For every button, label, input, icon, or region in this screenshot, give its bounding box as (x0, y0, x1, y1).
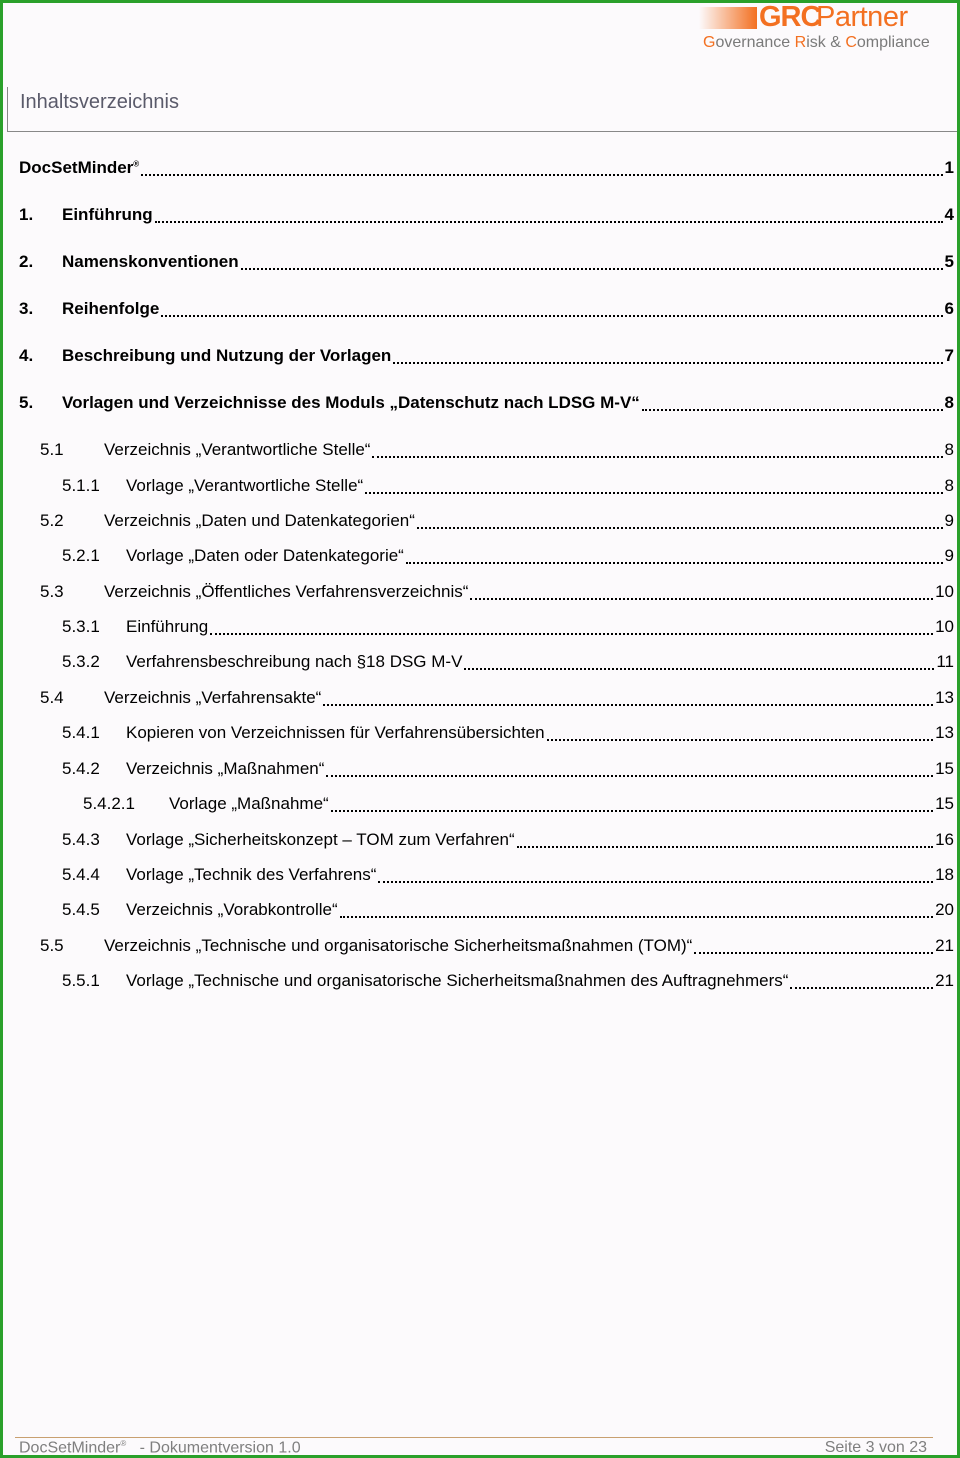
toc-entry-number: 1. (19, 205, 34, 224)
toc-entry-page: 13 (935, 688, 954, 707)
toc-heading: Inhaltsverzeichnis (20, 91, 179, 113)
toc-entry-title: Namenskonventionen (62, 252, 239, 271)
toc-entry-number: 4. (19, 346, 34, 365)
logo-brand-bold: GRC (759, 1, 821, 33)
toc-entry-number: 5.5 (40, 936, 64, 955)
toc-entry-title: Verzeichnis „Technische und organisatorische Sicherheitsmaßnahmen (TOM)“ (104, 936, 693, 955)
toc-entry-number: 5.4.2.1 (83, 794, 135, 813)
toc-dot-leader (141, 174, 942, 176)
toc-entry-title: Vorlage „Technik des Verfahrens“ (126, 865, 377, 884)
toc-entry-page: 21 (935, 971, 954, 990)
toc-entry[interactable] (19, 205, 954, 229)
toc-entry-page: 18 (935, 865, 954, 884)
toc-entry-title: Reihenfolge (62, 299, 160, 318)
toc-entry[interactable] (62, 900, 954, 924)
toc-entry-number: 5.4.5 (62, 900, 100, 919)
toc-entry[interactable] (40, 582, 954, 606)
toc-dot-leader (340, 916, 933, 918)
toc-dot-leader (517, 846, 933, 848)
toc-entry[interactable] (19, 252, 954, 276)
toc-entry-number: 5.2 (40, 511, 64, 530)
toc-entry-page: 8 (944, 476, 954, 495)
toc-entry-title: Verzeichnis „Öffentliches Verfahrensverzeichnis“ (104, 582, 469, 601)
toc-entry-title: Beschreibung und Nutzung der Vorlagen (62, 346, 392, 365)
toc-entry-page: 16 (935, 830, 954, 849)
toc-heading-box (7, 87, 957, 132)
toc-entry-title: Verzeichnis „Maßnahmen“ (126, 759, 325, 778)
toc-dot-leader (464, 668, 934, 670)
toc-entry-number: 5.1 (40, 440, 64, 459)
toc-entry-page: 10 (935, 582, 954, 601)
toc-entry-number: 5.4.2 (62, 759, 100, 778)
document-page (3, 3, 957, 1455)
toc-entry-number: 5.4.3 (62, 830, 100, 849)
toc-entry-title: Vorlage „Sicherheitskonzept – TOM zum Verfahren“ (126, 830, 515, 849)
toc-entry[interactable] (62, 830, 954, 854)
toc-entry-number: 5.3 (40, 582, 64, 601)
toc-entry[interactable] (62, 971, 954, 995)
toc-entry-page: 8 (944, 440, 954, 459)
toc-entry-title: Kopieren von Verzeichnissen für Verfahrensübersichten (126, 723, 545, 742)
toc-entry[interactable] (83, 794, 954, 818)
toc-entry-number: 5.1.1 (62, 476, 100, 495)
footer-page-number: Seite 3 von 23 (824, 1439, 927, 1456)
toc-entry[interactable] (19, 299, 954, 323)
toc-dot-leader (155, 221, 943, 223)
toc-entry-title: Verzeichnis „Verfahrensakte“ (104, 688, 322, 707)
footer-divider (15, 1437, 933, 1438)
toc-entry-number: 5.2.1 (62, 546, 100, 565)
toc-entry-page: 20 (935, 900, 954, 919)
toc-entry-page: 15 (935, 759, 954, 778)
toc-entry[interactable] (40, 511, 954, 535)
toc-entry[interactable] (40, 440, 954, 464)
grc-partner-logo (699, 3, 949, 55)
toc-entry-number: 3. (19, 299, 34, 318)
toc-dot-leader (470, 598, 933, 600)
toc-entry-title: Verzeichnis „Verantwortliche Stelle“ (104, 440, 371, 459)
toc-entry[interactable] (62, 759, 954, 783)
toc-dot-leader (161, 315, 942, 317)
toc-entry-title: Vorlage „Daten oder Datenkategorie“ (126, 546, 404, 565)
toc-entry-page: 5 (944, 252, 954, 271)
toc-dot-leader (694, 952, 933, 954)
toc-entry-number: 5.3.1 (62, 617, 100, 636)
toc-entry-title: DocSetMinder® (19, 158, 140, 177)
toc-dot-leader (326, 775, 933, 777)
toc-dot-leader (790, 987, 933, 989)
toc-entry-page: 11 (936, 652, 954, 671)
toc-entry-page: 10 (935, 617, 954, 636)
toc-entry-page: 13 (935, 723, 954, 742)
toc-entry-title: Verzeichnis „Daten und Datenkategorien“ (104, 511, 415, 530)
toc-dot-leader (331, 810, 933, 812)
logo-gradient-bar (699, 7, 757, 29)
toc-entry-page: 6 (944, 299, 954, 318)
toc-entry-page: 4 (944, 205, 954, 224)
footer-doc-info: DocSetMinder® - Dokumentversion 1.0 (19, 1439, 301, 1457)
toc-dot-leader (547, 739, 933, 741)
toc-entry-page: 7 (944, 346, 954, 365)
toc-entry-page: 9 (944, 546, 954, 565)
toc-entry-page: 21 (935, 936, 954, 955)
toc-entry-page: 1 (944, 158, 954, 177)
toc-entry-number: 5.5.1 (62, 971, 100, 990)
toc-entry-title: Vorlagen und Verzeichnisse des Moduls „Datenschutz nach LDSG M-V“ (62, 393, 640, 412)
toc-entry-title: Verfahrensbeschreibung nach §18 DSG M-V (126, 652, 463, 671)
toc-dot-leader (642, 409, 943, 411)
toc-dot-leader (365, 492, 942, 494)
toc-entry[interactable] (40, 688, 954, 712)
toc-entry-number: 5.4 (40, 688, 64, 707)
toc-dot-leader (406, 562, 943, 564)
toc-dot-leader (393, 362, 942, 364)
logo-tagline: Governance Risk & Compliance (703, 34, 930, 51)
toc-entry-number: 2. (19, 252, 34, 271)
toc-dot-leader (210, 633, 933, 635)
toc-entry[interactable] (62, 617, 954, 641)
toc-entry[interactable] (19, 393, 954, 417)
toc-entry-title: Einführung (126, 617, 209, 636)
toc-entry-page: 15 (935, 794, 954, 813)
toc-entry[interactable] (62, 865, 954, 889)
toc-entry-title: Einführung (62, 205, 153, 224)
toc-entry-number: 5.4.1 (62, 723, 100, 742)
toc-dot-leader (417, 527, 943, 529)
toc-dot-leader (372, 456, 942, 458)
toc-entry[interactable] (62, 652, 954, 676)
toc-entry-title: Vorlage „Maßnahme“ (169, 794, 329, 813)
toc-entry[interactable] (62, 476, 954, 500)
toc-dot-leader (323, 704, 933, 706)
toc-entry-title: Vorlage „Verantwortliche Stelle“ (126, 476, 364, 495)
toc-entry-title: Vorlage „Technische und organisatorische Sicherheitsmaßnahmen des Auftragnehmers“ (126, 971, 789, 990)
toc-entry-number: 5. (19, 393, 34, 412)
toc-entry[interactable] (40, 936, 954, 960)
toc-entry[interactable] (19, 158, 954, 182)
toc-entry[interactable] (62, 546, 954, 570)
toc-entry[interactable] (62, 723, 954, 747)
toc-dot-leader (241, 268, 943, 270)
toc-entry-page: 8 (944, 393, 954, 412)
logo-brand-light: Partner (816, 1, 908, 33)
toc-entry-title: Verzeichnis „Vorabkontrolle“ (126, 900, 338, 919)
toc-dot-leader (378, 881, 933, 883)
toc-entry-number: 5.4.4 (62, 865, 100, 884)
toc-entry-page: 9 (944, 511, 954, 530)
toc-entry[interactable] (19, 346, 954, 370)
toc-entry-number: 5.3.2 (62, 652, 100, 671)
